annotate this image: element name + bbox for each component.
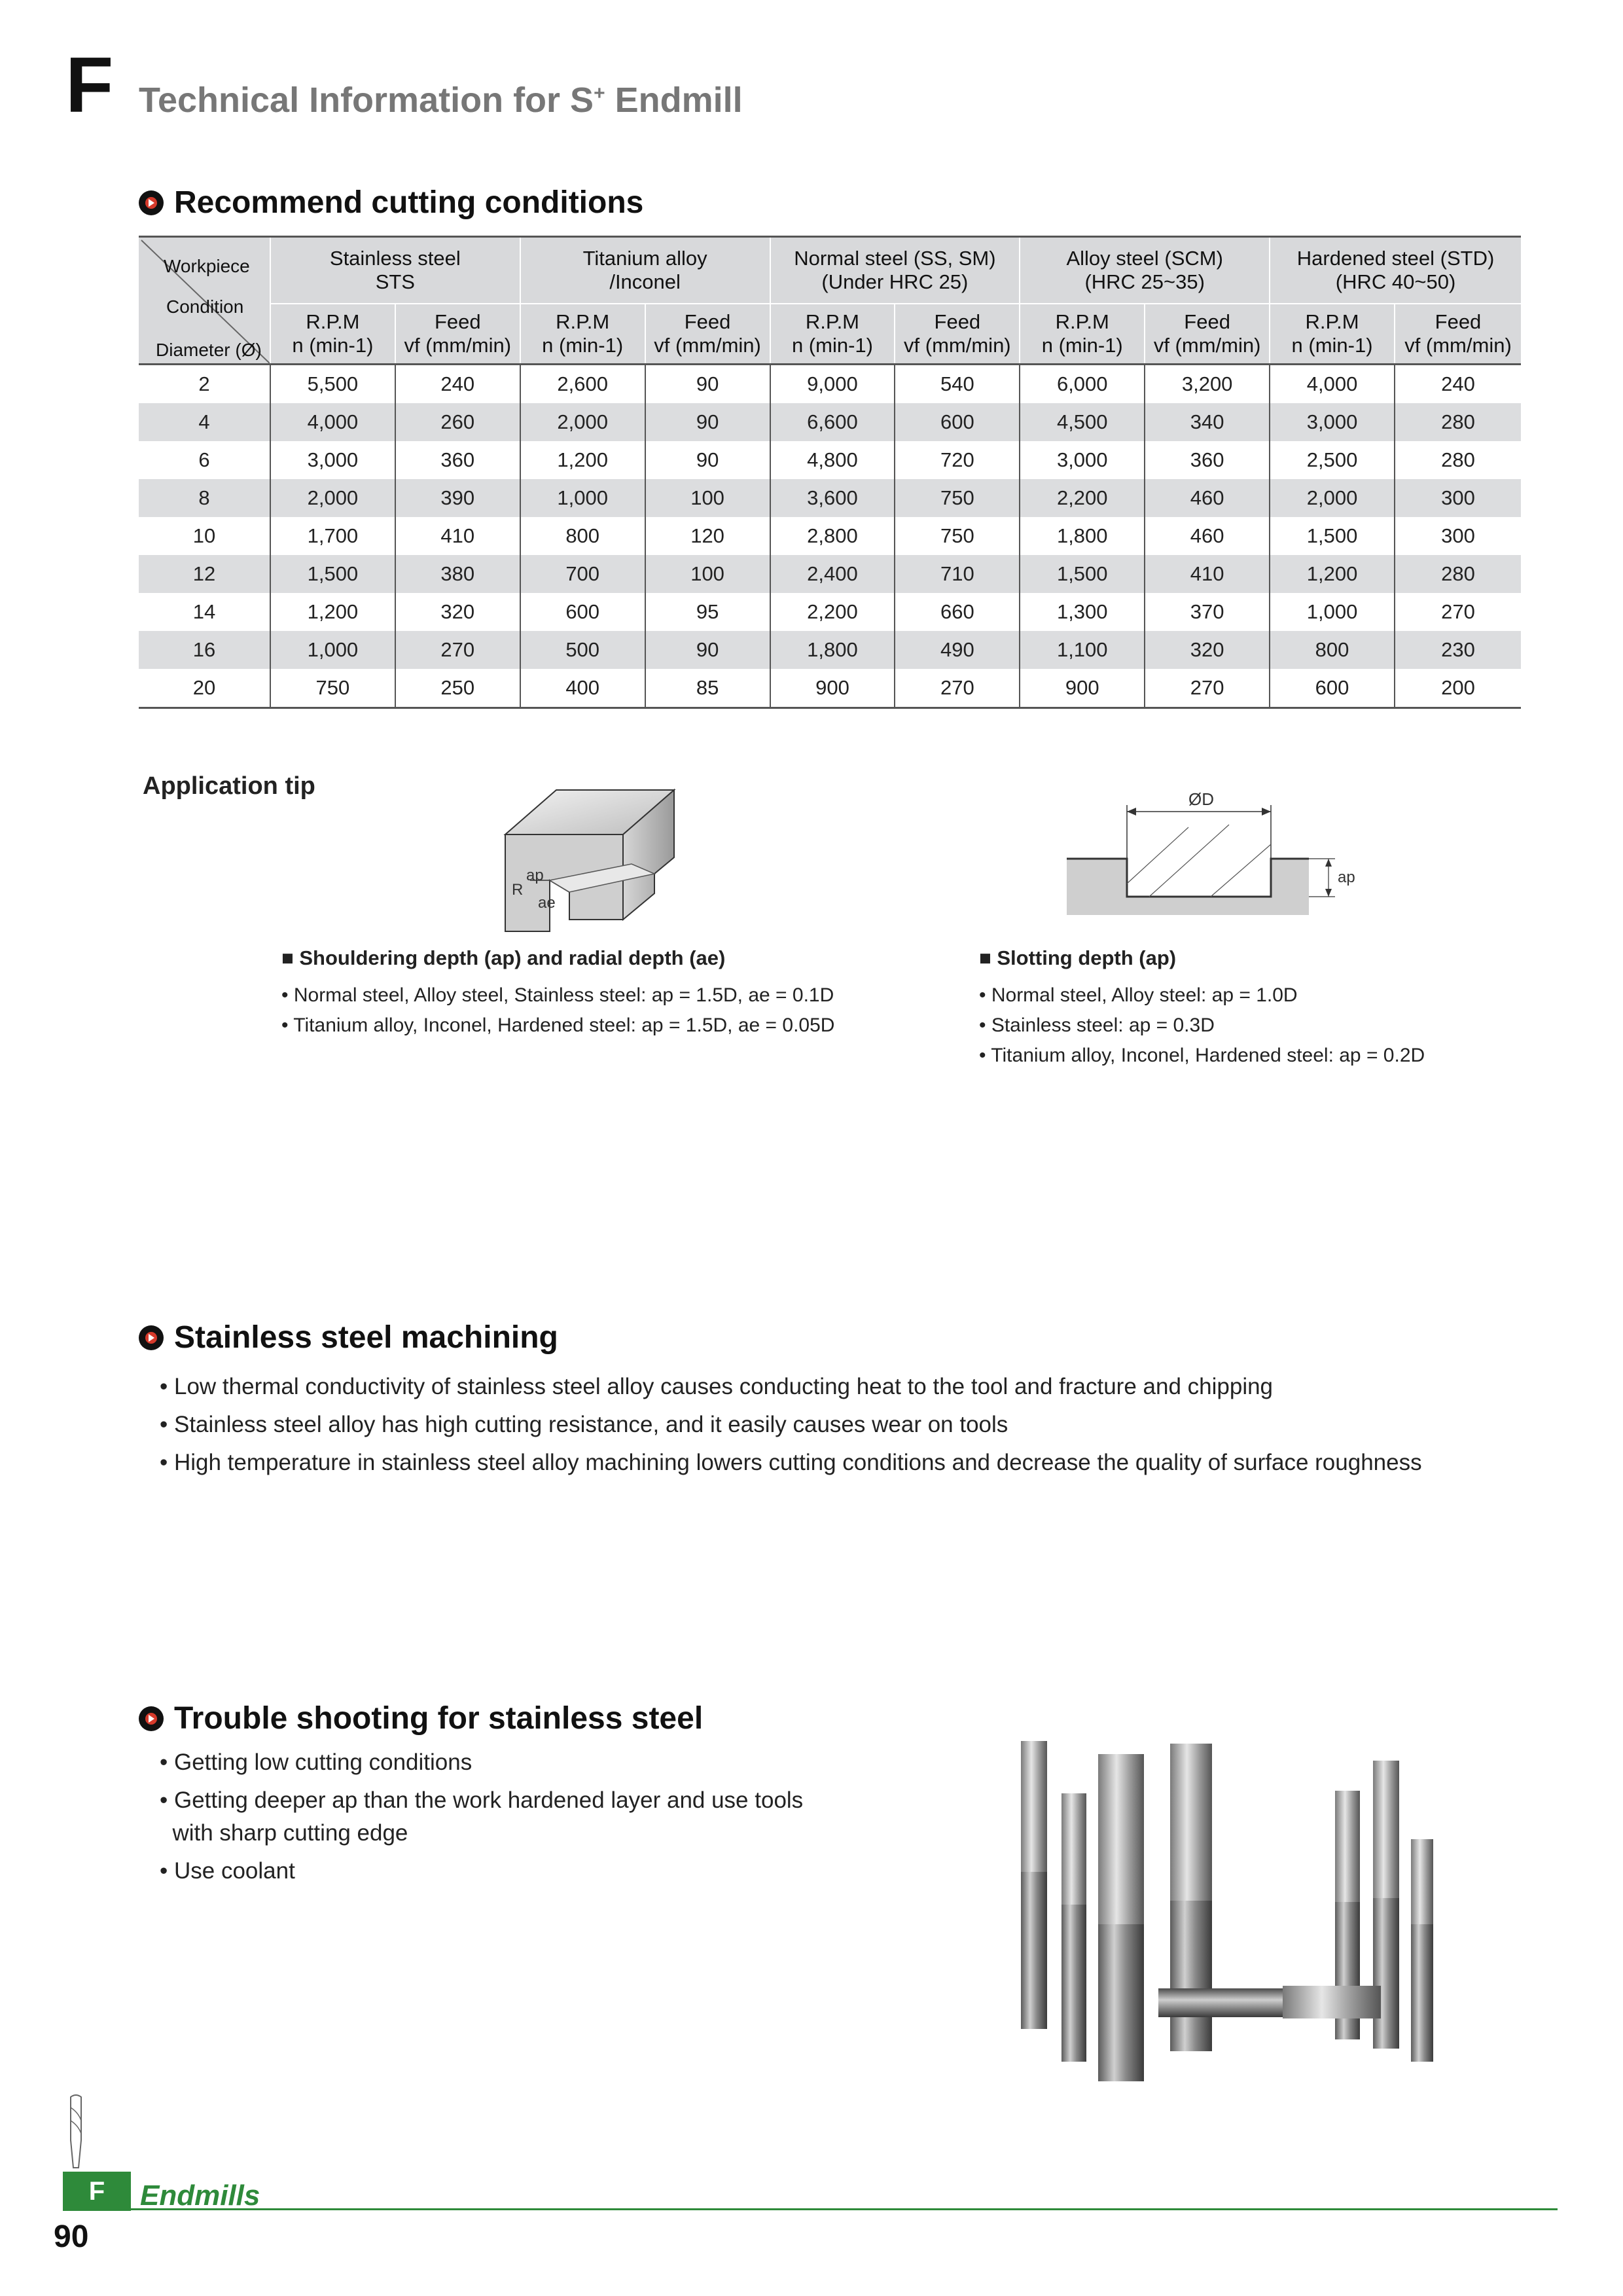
rpm-label: R.P.M (1305, 310, 1359, 333)
value-cell: 1,500 (1270, 517, 1395, 555)
value-cell: 460 (1145, 517, 1270, 555)
feed-unit: vf (mm/min) (904, 334, 1011, 357)
value-cell: 360 (395, 441, 520, 479)
group-header-titanium (520, 237, 770, 304)
value-cell: 380 (395, 555, 520, 593)
shouldering-heading-text: Shouldering depth (ap) and radial depth (ae) (299, 946, 726, 969)
stainless-list (160, 1368, 1422, 1482)
recommend-heading-text: Recommend cutting conditions (174, 185, 644, 220)
table-row (139, 669, 1521, 708)
square-bullet-icon: ■ (281, 946, 300, 969)
feed-subheader (895, 304, 1020, 365)
value-cell: 260 (395, 403, 520, 441)
value-cell: 300 (1395, 479, 1521, 517)
value-cell: 120 (645, 517, 770, 555)
value-cell: 900 (1020, 669, 1145, 708)
endmill-tool (1061, 1793, 1086, 2062)
slotting-line: • Stainless steel: ap = 0.3D (979, 1014, 1215, 1036)
feed-unit: vf (mm/min) (1404, 334, 1512, 357)
arrow-bullet-icon (139, 1325, 164, 1350)
group-line2: (HRC 25~35) (1084, 270, 1205, 293)
group-header-alloy (1020, 237, 1270, 304)
page-title (139, 80, 743, 120)
value-cell: 460 (1145, 479, 1270, 517)
value-cell: 95 (645, 593, 770, 631)
endmill-outline-icon (64, 2094, 88, 2170)
table-body (139, 365, 1521, 708)
value-cell: 750 (895, 479, 1020, 517)
stainless-heading-text: Stainless steel machining (174, 1320, 558, 1355)
feed-label: Feed (1184, 310, 1230, 333)
feed-unit: vf (mm/min) (404, 334, 512, 357)
value-cell: 720 (895, 441, 1020, 479)
value-cell: 90 (645, 403, 770, 441)
value-cell: 240 (395, 365, 520, 404)
value-cell: 4,800 (770, 441, 895, 479)
slotting-heading (979, 946, 1425, 970)
value-cell: 2,600 (520, 365, 645, 404)
value-cell: 2,500 (1270, 441, 1395, 479)
value-cell: 4,500 (1020, 403, 1145, 441)
diameter-cell: 14 (192, 600, 216, 623)
rpm-unit: n (min-1) (292, 334, 374, 357)
value-cell: 100 (645, 555, 770, 593)
feed-label: Feed (934, 310, 981, 333)
feed-subheader (1395, 304, 1521, 365)
endmill-product-image (982, 1728, 1479, 2134)
value-cell: 300 (1395, 517, 1521, 555)
value-cell: 90 (645, 365, 770, 404)
feed-label: Feed (1435, 310, 1482, 333)
corner-condition: Condition (166, 296, 244, 317)
value-cell: 1,800 (1020, 517, 1145, 555)
value-cell: 3,200 (1145, 365, 1270, 404)
value-cell: 1,300 (1020, 593, 1145, 631)
rpm-label: R.P.M (805, 310, 860, 333)
diagram-r-label: R (512, 881, 524, 899)
shouldering-diagram (497, 782, 694, 939)
footer-section-tab: F (63, 2172, 131, 2211)
value-cell: 90 (645, 631, 770, 669)
table-row (139, 365, 1521, 404)
diameter-cell: 10 (192, 524, 216, 547)
trouble-line: • Getting low cutting conditions (160, 1749, 473, 1775)
value-cell: 2,200 (770, 593, 895, 631)
value-cell: 1,000 (1270, 593, 1395, 631)
value-cell: 4,000 (270, 403, 395, 441)
table-row (139, 631, 1521, 669)
diagram-ap2-label: ap (1338, 869, 1355, 886)
rpm-unit: n (min-1) (542, 334, 624, 357)
value-cell: 200 (1395, 669, 1521, 708)
group-line1: Titanium alloy (582, 247, 707, 270)
rpm-subheader (1020, 304, 1145, 365)
value-cell: 410 (395, 517, 520, 555)
value-cell: 3,000 (1020, 441, 1145, 479)
feed-unit: vf (mm/min) (654, 334, 761, 357)
value-cell: 360 (1145, 441, 1270, 479)
value-cell: 500 (520, 631, 645, 669)
value-cell: 270 (1395, 593, 1521, 631)
endmill-tool (1021, 1741, 1047, 2029)
rpm-subheader (520, 304, 645, 365)
endmill-tool-lying (1158, 1986, 1381, 2018)
value-cell: 230 (1395, 631, 1521, 669)
group-line2: (Under HRC 25) (821, 270, 969, 293)
group-line1: Stainless steel (329, 247, 461, 270)
value-cell: 6,000 (1020, 365, 1145, 404)
value-cell: 800 (520, 517, 645, 555)
value-cell: 280 (1395, 441, 1521, 479)
group-line2: (HRC 40~50) (1335, 270, 1456, 293)
table-row (139, 593, 1521, 631)
value-cell: 9,000 (770, 365, 895, 404)
group-line2: STS (375, 270, 415, 293)
diagram-ae-label: ae (538, 894, 556, 912)
value-cell: 100 (645, 479, 770, 517)
stainless-line: • Stainless steel alloy has high cutting resistance, and it easily causes wear on tools (160, 1412, 1008, 1437)
diameter-cell: 16 (139, 631, 270, 669)
feed-subheader (395, 304, 520, 365)
page-number: 90 (54, 2219, 89, 2254)
value-cell: 900 (770, 669, 895, 708)
group-line1: Hardened steel (STD) (1296, 247, 1495, 270)
feed-label: Feed (434, 310, 481, 333)
value-cell: 250 (395, 669, 520, 708)
group-line1: Normal steel (SS, SM) (794, 247, 996, 270)
value-cell: 1,200 (270, 593, 395, 631)
value-cell: 1,200 (520, 441, 645, 479)
value-cell: 540 (895, 365, 1020, 404)
subheader-row (139, 304, 1521, 365)
recommend-heading (139, 185, 643, 221)
diameter-cell: 6 (198, 448, 210, 471)
rpm-unit: n (min-1) (1291, 334, 1373, 357)
value-cell: 750 (270, 669, 395, 708)
value-cell: 3,000 (1270, 403, 1395, 441)
stainless-line: • Low thermal conductivity of stainless steel alloy causes conducting heat to the tool and fracture and chipping (160, 1374, 1274, 1399)
value-cell: 600 (895, 403, 1020, 441)
slotting-line: • Normal steel, Alloy steel: ap = 1.0D (979, 984, 1298, 1006)
value-cell: 710 (895, 555, 1020, 593)
value-cell: 1,100 (1020, 631, 1145, 669)
feed-label: Feed (684, 310, 731, 333)
value-cell: 280 (1395, 555, 1521, 593)
diameter-cell: 8 (139, 479, 270, 517)
trouble-heading (139, 1700, 703, 1736)
value-cell: 270 (1145, 669, 1270, 708)
corner-workpiece: Workpiece (164, 256, 250, 276)
trouble-line: • Getting deeper ap than the work hardened layer and use tools (160, 1787, 804, 1813)
value-cell: 370 (1145, 593, 1270, 631)
value-cell: 3,600 (770, 479, 895, 517)
rpm-subheader (1270, 304, 1395, 365)
application-tip-label: Application tip (143, 772, 315, 800)
value-cell: 750 (895, 517, 1020, 555)
value-cell: 4,000 (1270, 365, 1395, 404)
slotting-line: • Titanium alloy, Inconel, Hardened steel: ap = 0.2D (979, 1045, 1425, 1066)
rpm-subheader (270, 304, 395, 365)
value-cell: 490 (895, 631, 1020, 669)
trouble-list (160, 1744, 803, 1890)
shouldering-heading (281, 946, 834, 970)
value-cell: 270 (395, 631, 520, 669)
endmill-tool (1098, 1754, 1144, 2081)
value-cell: 1,500 (270, 555, 395, 593)
group-header-normal (770, 237, 1020, 304)
value-cell: 340 (1145, 403, 1270, 441)
value-cell: 270 (895, 669, 1020, 708)
rpm-label: R.P.M (306, 310, 360, 333)
value-cell: 700 (520, 555, 645, 593)
table-row (139, 517, 1521, 555)
section-letter: F (65, 41, 114, 129)
value-cell: 1,000 (270, 631, 395, 669)
page-title-text: Technical Information for S (139, 81, 594, 120)
value-cell: 85 (645, 669, 770, 708)
value-cell: 2,200 (1020, 479, 1145, 517)
page-title-end: Endmill (605, 81, 743, 120)
shouldering-block (281, 946, 834, 1041)
diameter-cell: 20 (139, 669, 270, 708)
feed-subheader (645, 304, 770, 365)
value-cell: 2,400 (770, 555, 895, 593)
value-cell: 280 (1395, 403, 1521, 441)
page-title-sup: + (594, 82, 605, 104)
group-line1: Alloy steel (SCM) (1066, 247, 1223, 270)
square-bullet-icon: ■ (979, 946, 997, 969)
value-cell: 90 (645, 441, 770, 479)
diameter-cell: 4 (139, 403, 270, 441)
value-cell: 3,000 (270, 441, 395, 479)
arrow-bullet-icon (139, 1706, 164, 1731)
value-cell: 1,000 (520, 479, 645, 517)
trouble-line: with sharp cutting edge (160, 1820, 408, 1846)
value-cell: 320 (395, 593, 520, 631)
value-cell: 390 (395, 479, 520, 517)
endmill-tool (1411, 1839, 1433, 2062)
value-cell: 410 (1145, 555, 1270, 593)
shouldering-line: • Normal steel, Alloy steel, Stainless steel: ap = 1.5D, ae = 0.1D (281, 984, 834, 1006)
footer-rule (131, 2208, 1558, 2210)
value-cell: 6,600 (770, 403, 895, 441)
value-cell: 800 (1270, 631, 1395, 669)
value-cell: 240 (1395, 365, 1521, 404)
rpm-label: R.P.M (1055, 310, 1109, 333)
diagram-d-label: ØD (1188, 789, 1214, 809)
value-cell: 600 (520, 593, 645, 631)
group-header-stainless (270, 237, 520, 304)
value-cell: 320 (1145, 631, 1270, 669)
diameter-cell: 12 (139, 555, 270, 593)
feed-unit: vf (mm/min) (1153, 334, 1261, 357)
rpm-subheader (770, 304, 895, 365)
table-corner-header (139, 237, 270, 365)
table-row (139, 479, 1521, 517)
value-cell: 2,000 (1270, 479, 1395, 517)
value-cell: 1,200 (1270, 555, 1395, 593)
stainless-heading (139, 1319, 558, 1355)
stainless-line: • High temperature in stainless steel alloy machining lowers cutting conditions and decrease the quality of surface roughness (160, 1450, 1422, 1475)
value-cell: 400 (520, 669, 645, 708)
value-cell: 2,800 (770, 517, 895, 555)
value-cell: 2,000 (520, 403, 645, 441)
table-row (139, 555, 1521, 593)
slotting-diagram (1060, 785, 1400, 916)
trouble-heading-text: Trouble shooting for stainless steel (174, 1701, 704, 1736)
cutting-conditions-table (139, 236, 1521, 709)
table-row (139, 403, 1521, 441)
value-cell: 600 (1270, 669, 1395, 708)
feed-subheader (1145, 304, 1270, 365)
corner-diameter: Diameter (Ø) (156, 340, 262, 360)
arrow-bullet-icon (139, 190, 164, 215)
value-cell: 2,000 (270, 479, 395, 517)
group-line2: /Inconel (609, 270, 681, 293)
diagram-ap-label: ap (526, 867, 544, 884)
value-cell: 660 (895, 593, 1020, 631)
diameter-cell: 2 (198, 372, 210, 395)
group-header-hardened (1270, 237, 1521, 304)
footer-label: Endmills (140, 2179, 260, 2212)
value-cell: 5,500 (270, 365, 395, 404)
rpm-label: R.P.M (556, 310, 610, 333)
value-cell: 1,800 (770, 631, 895, 669)
table-row (139, 441, 1521, 479)
slotting-heading-text: Slotting depth (ap) (997, 946, 1177, 969)
value-cell: 1,700 (270, 517, 395, 555)
slotting-block (979, 946, 1425, 1071)
shouldering-line: • Titanium alloy, Inconel, Hardened steel: ap = 1.5D, ae = 0.05D (281, 1014, 835, 1036)
trouble-line: • Use coolant (160, 1858, 295, 1884)
value-cell: 1,500 (1020, 555, 1145, 593)
rpm-unit: n (min-1) (791, 334, 873, 357)
rpm-unit: n (min-1) (1041, 334, 1123, 357)
